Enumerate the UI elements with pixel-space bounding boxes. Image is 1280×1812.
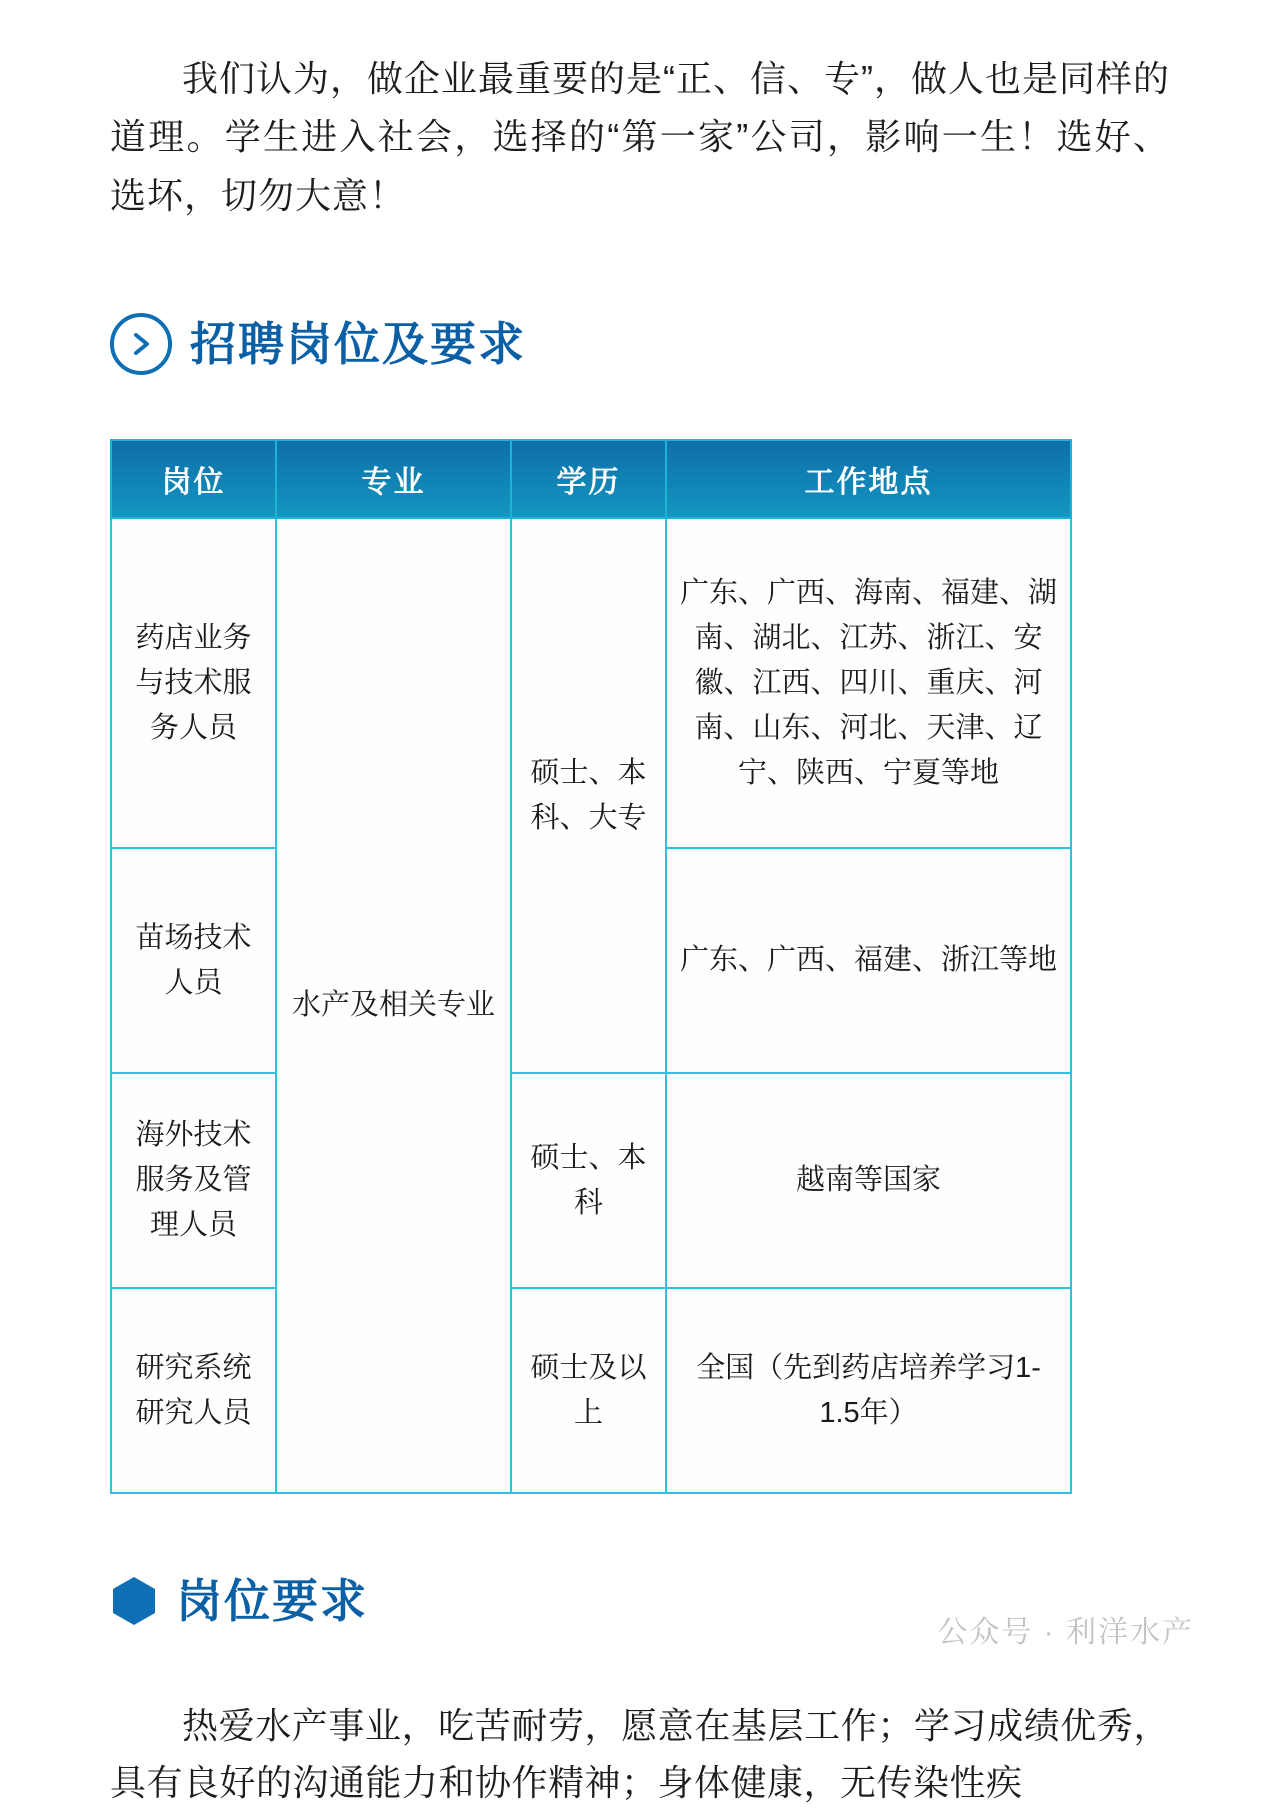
cell-location-1: 广东、广西、海南、福建、湖南、湖北、江苏、浙江、安徽、江西、四川、重庆、河南、山东、河北、天津、辽宁、陕西、宁夏等地 xyxy=(666,518,1071,848)
table-row xyxy=(111,1288,1071,1493)
cell-education-4: 硕士及以上 xyxy=(511,1288,666,1493)
table-row xyxy=(111,1073,1071,1288)
watermark-text: 公众号 · 利洋水产 xyxy=(937,1616,1194,1649)
jobs-table xyxy=(110,439,1072,1494)
table-row xyxy=(111,518,1071,848)
column-header-location: 工作地点 xyxy=(666,440,1071,518)
hexagon-icon xyxy=(110,1575,158,1627)
requirements-paragraph: 热爱水产事业，吃苦耐劳，愿意在基层工作；学习成绩优秀，具有良好的沟通能力和协作精神；身体健康，无传染性疾 xyxy=(110,1704,1170,1804)
column-header-major: 专业 xyxy=(276,440,511,518)
cell-education-1: 硕士、本科、大专 xyxy=(511,518,666,1073)
cell-major-all: 水产及相关专业 xyxy=(276,518,511,1493)
cell-location-3: 越南等国家 xyxy=(666,1073,1071,1288)
poster-page xyxy=(0,36,1280,1804)
cell-location-4: 全国（先到药店培养学习1-1.5年） xyxy=(666,1288,1071,1493)
cell-position-3: 海外技术服务及管理人员 xyxy=(111,1073,276,1288)
cell-location-2: 广东、广西、福建、浙江等地 xyxy=(666,848,1071,1073)
cell-education-3: 硕士、本科 xyxy=(511,1073,666,1288)
arrow-right-circle-icon xyxy=(110,313,172,375)
column-header-education: 学历 xyxy=(511,440,666,518)
jobs-table-wrapper xyxy=(110,439,1170,1494)
intro-paragraph: 我们认为，做企业最重要的是“正、信、专”，做人也是同样的道理。学生进入社会，选择的“第一家”公司，影响一生！选好、选坏，切勿大意！ xyxy=(110,58,1170,216)
cell-position-2: 苗场技术人员 xyxy=(111,848,276,1073)
section-title-requirements: 岗位要求 xyxy=(176,1575,368,1628)
cell-position-1: 药店业务与技术服务人员 xyxy=(111,518,276,848)
table-header-row xyxy=(111,440,1071,518)
column-header-position: 岗位 xyxy=(111,440,276,518)
section-title-jobs: 招聘岗位及要求 xyxy=(190,318,526,371)
cell-position-4: 研究系统研究人员 xyxy=(111,1288,276,1493)
section-heading-jobs xyxy=(110,283,1170,405)
